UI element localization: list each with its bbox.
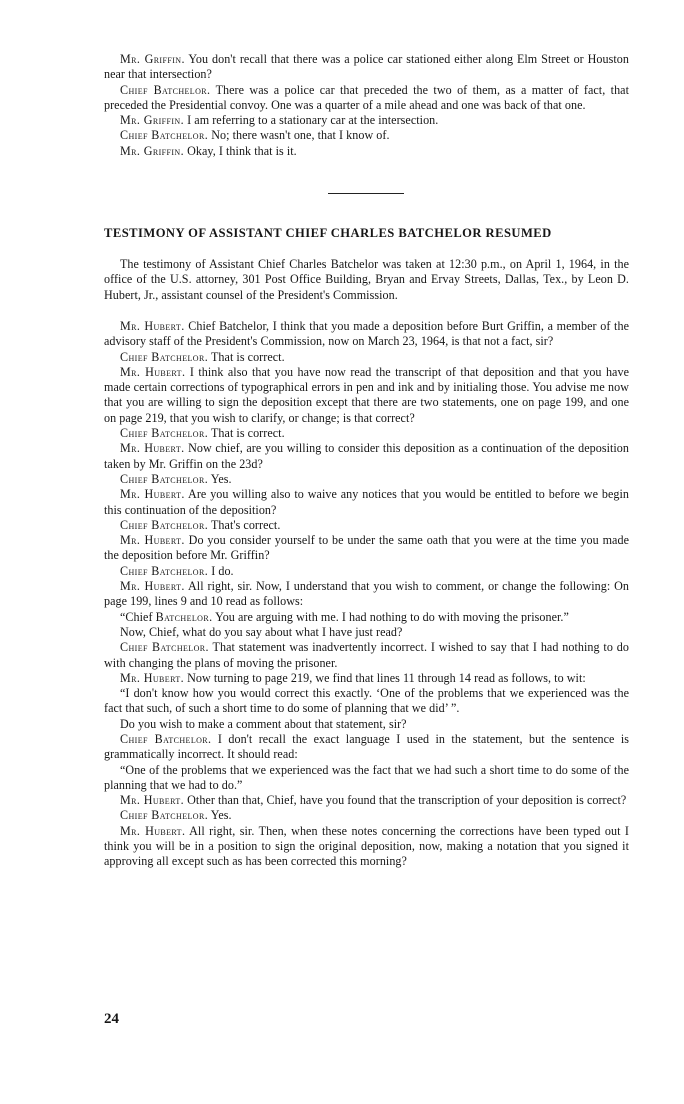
speaker-name: Mr. Hubert. (120, 364, 186, 379)
transcript-line (104, 144, 629, 159)
speaker-name: Mr. Hubert. (120, 318, 185, 333)
speaker-name: Chief Batchelor. (120, 128, 209, 143)
line-text: You don't recall that there was a police car stationed either along Elm Street or Houston near that intersection? (104, 52, 629, 82)
transcript-line (104, 487, 629, 518)
line-text: Chief Batchelor, I think that you made a deposition before Burt Griffin, a member of the advisory staff of the President's Commission, now on March 23, 1964, is that not a fact, sir? (104, 318, 629, 349)
speaker-name: Chief Batchelor. (120, 640, 209, 655)
speaker-name: Chief Batchelor. (120, 731, 212, 746)
speaker-name: Chief Batchelor. (120, 349, 209, 364)
line-text: Do you wish to make a comment about that statement, sir? (120, 716, 407, 731)
line-text: I don't recall the exact language I used in the statement, but the sentence is grammatically incorrect. It should read: (104, 731, 630, 762)
speaker-name: Chief Batchelor. (120, 426, 209, 441)
transcript-line (104, 640, 629, 671)
speaker-name: Mr. Hubert. (120, 823, 186, 838)
speaker-name: Chief Batchelor. (120, 471, 209, 486)
speaker-name: Mr. Hubert. (120, 441, 185, 456)
speaker-name: Mr. Griffin. (120, 143, 185, 158)
line-text: I do. (208, 563, 234, 578)
transcript-line (104, 52, 629, 83)
quote-prefix: “Chief (120, 609, 156, 624)
speaker-name: Mr. Hubert. (120, 533, 185, 548)
speaker-name: Mr. Hubert. (120, 579, 185, 594)
line-text: That is correct. (208, 426, 285, 441)
line-text: Other than that, Chief, have you found that the transcription of your deposition is correct? (184, 793, 627, 808)
speaker-name: Mr. Griffin. (120, 52, 185, 66)
line-text: “One of the problems that we experienced was the fact that we had such a short time to do some of the planning that we had to do.” (104, 762, 629, 792)
line-text: There was a police car that preceded the two of them, as a matter of fact, that preceded the Presidential convoy. One was a quarter of a mile ahead and one was back of that one. (104, 82, 629, 112)
transcript-line (104, 472, 629, 487)
line-text: “I don't know how you would correct this exactly. ‘One of the problems that we experienced was the fact that such, of such a short time to do some of planning that we did’ ”. (104, 686, 629, 716)
speaker-name: Chief Batchelor. (120, 808, 209, 823)
transcript-line (104, 113, 629, 128)
transcript-line (104, 686, 629, 717)
transcript-line (104, 732, 629, 763)
line-text: That's correct. (208, 517, 281, 532)
line-text: Now chief, are you willing to consider this deposition as a continuation of the deposition taken by Mr. Griffin on the 23d? (104, 441, 629, 471)
transcript-line (104, 441, 629, 472)
testimony-transcript (104, 319, 629, 870)
transcript-line (104, 763, 629, 794)
transcript-line (104, 808, 629, 823)
line-text: Yes. (208, 808, 232, 823)
line-text: All right, sir. Now, I understand that you wish to comment, or change the following: On page 199, lines 9 and 10 read as follows: (104, 579, 629, 609)
transcript-line (104, 717, 629, 732)
speaker-name: Chief Batchelor. (120, 517, 209, 532)
document-page (104, 52, 629, 870)
previous-testimony (104, 52, 629, 159)
line-text: Do you consider yourself to be under the same oath that you were at the time you made the deposition before Mr. Griffin? (104, 533, 629, 563)
transcript-line (104, 426, 629, 441)
testimony-intro: The testimony of Assistant Chief Charles Batchelor was taken at 12:30 p.m., on April 1, 1964, in the office of the U.S. attorney, 301 Post Office Building, Bryan and Ervay Streets, Dallas, Tex., by Leon D. Hubert, Jr., assistant counsel of the President's Commission. (104, 257, 629, 302)
line-text: Are you willing also to waive any notices that you would be entitled to before we begin this continuation of the deposition? (104, 487, 629, 517)
line-text: No; there wasn't one, that I know of. (208, 128, 390, 143)
transcript-line (104, 579, 629, 610)
speaker-name: Batchelor. (155, 609, 213, 624)
transcript-line (104, 793, 629, 808)
line-text: That is correct. (208, 349, 285, 364)
transcript-line (104, 518, 629, 533)
speaker-name: Chief Batchelor. (120, 82, 211, 97)
speaker-name: Chief Batchelor. (120, 563, 209, 578)
page-number: 24 (104, 1011, 119, 1027)
transcript-line (104, 610, 629, 625)
line-text: That statement was inadvertently incorrect. I wished to say that I had nothing to do with changing the plans of moving the prisoner. (104, 640, 629, 670)
speaker-name: Mr. Hubert. (120, 670, 185, 685)
section-heading: TESTIMONY OF ASSISTANT CHIEF CHARLES BATCHELOR RESUMED (104, 226, 552, 241)
transcript-line (104, 533, 629, 564)
transcript-line (104, 350, 629, 365)
speaker-name: Mr. Griffin. (120, 113, 185, 128)
line-text: Okay, I think that is it. (184, 143, 297, 158)
line-text: You are arguing with me. I had nothing to do with moving the prisoner.” (212, 609, 569, 624)
speaker-name: Mr. Hubert. (120, 793, 185, 808)
transcript-line (104, 128, 629, 143)
line-text: Now turning to page 219, we find that lines 11 through 14 read as follows, to wit: (184, 670, 586, 685)
line-text: Yes. (208, 471, 232, 486)
section-divider (328, 193, 404, 194)
transcript-line (104, 83, 629, 114)
transcript-line (104, 319, 629, 350)
transcript-line (104, 625, 629, 640)
transcript-line (104, 671, 629, 686)
transcript-line (104, 365, 629, 426)
line-text: I am referring to a stationary car at the intersection. (184, 113, 439, 128)
transcript-line (104, 824, 629, 870)
line-text: I think also that you have now read the transcript of that deposition and that you have made certain corrections of typographical errors in pen and ink and by initialing those. You advise me now that you are willing to sign the deposition except that there are two statements, one on page 199, and one on page 219, that you wish to clarify, or change; is that correct? (104, 364, 629, 425)
line-text: Now, Chief, what do you say about what I have just read? (120, 624, 403, 639)
transcript-line (104, 564, 629, 579)
line-text: All right, sir. Then, when these notes concerning the corrections have been typed out I think you will be in a position to sign the original deposition, now, making a notation that you signed it approving all except such as has been corrected this morning? (104, 823, 629, 869)
speaker-name: Mr. Hubert. (120, 487, 185, 502)
